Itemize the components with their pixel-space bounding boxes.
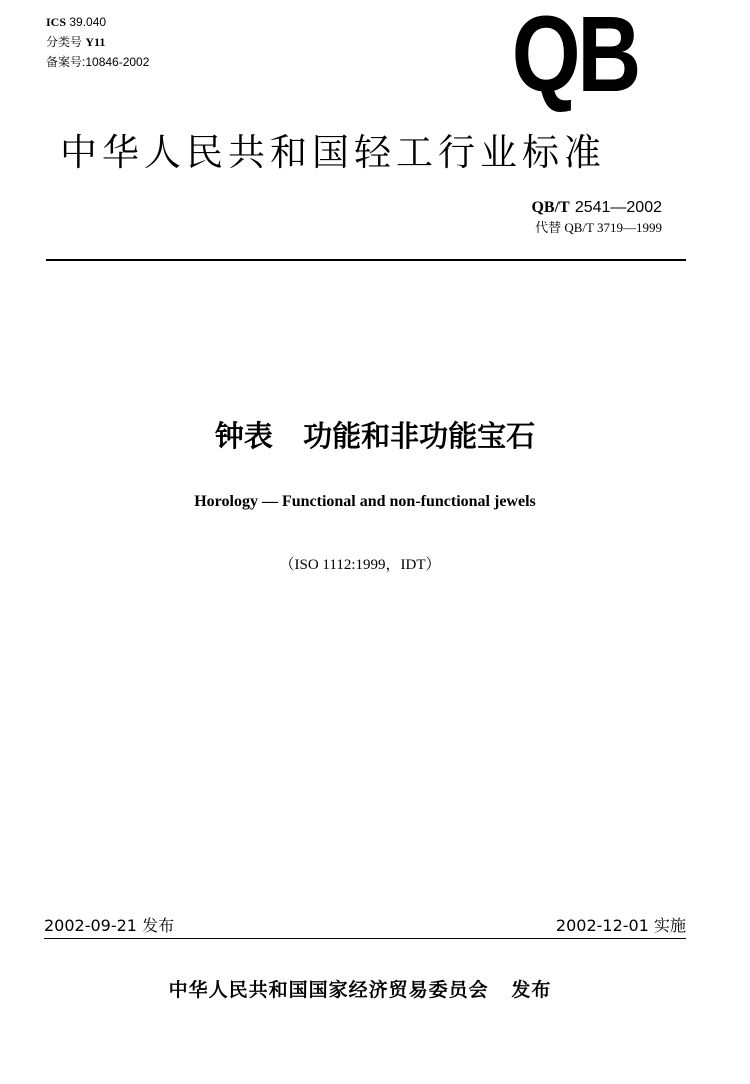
header-metadata xyxy=(46,12,149,72)
title-english: Horology — Functional and non-functional jewels xyxy=(194,493,536,510)
standard-code xyxy=(531,196,662,219)
record-value: 10846-2002 xyxy=(85,55,150,69)
classification-line xyxy=(46,32,149,52)
implementation-date: 2002-12-01 实施 xyxy=(555,916,686,935)
iso-reference: （ISO 1112:1999，IDT） xyxy=(279,557,441,573)
standard-name: 中华人民共和国轻工行业标准 xyxy=(60,131,606,174)
record-line xyxy=(46,52,149,72)
replaces-standard: 代替 QB/T 3719—1999 xyxy=(535,220,662,235)
top-divider xyxy=(46,259,686,261)
standard-code-prefix: QB/T xyxy=(531,199,570,216)
standard-code-block xyxy=(531,196,662,237)
classification-value: Y11 xyxy=(85,35,106,49)
classification-label: 分类号 xyxy=(46,35,83,49)
ics-value: 39.040 xyxy=(69,15,107,29)
standard-code-number: 2541—2002 xyxy=(574,199,662,216)
qb-logo: QB xyxy=(511,0,638,114)
issue-date: 2002-09-21 发布 xyxy=(44,916,175,935)
ics-label: ICS xyxy=(46,15,67,29)
ics-line xyxy=(46,12,149,32)
publisher: 中华人民共和国国家经济贸易委员会 发布 xyxy=(168,979,552,1001)
title-chinese: 钟表 功能和非功能宝石 xyxy=(214,419,536,453)
record-label: 备案号: xyxy=(46,55,86,69)
bottom-divider xyxy=(44,938,686,939)
